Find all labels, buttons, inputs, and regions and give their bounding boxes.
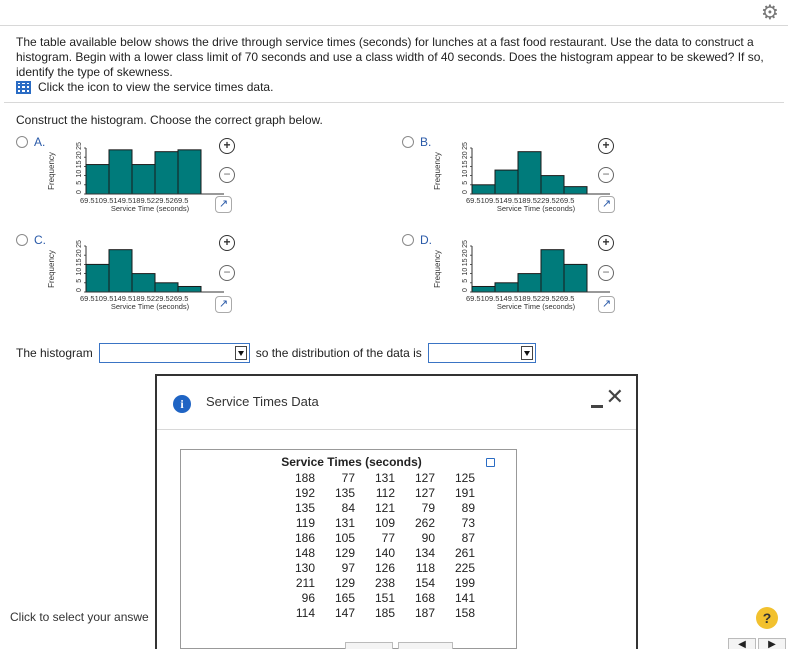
table-cell: 127	[414, 486, 435, 500]
zoom-in-icon[interactable]: +	[219, 138, 235, 154]
skewness-dropdown[interactable]	[428, 343, 536, 363]
y-tick-label: 15	[462, 160, 469, 169]
table-cell: 262	[414, 516, 435, 530]
table-cell: 97	[341, 561, 355, 575]
table-cell: 77	[341, 471, 355, 485]
histogram-bar	[564, 187, 587, 194]
y-tick-label: 5	[76, 278, 83, 283]
copy-icon[interactable]	[486, 458, 495, 467]
y-tick-label: 5	[76, 180, 83, 185]
option-b[interactable]	[402, 136, 782, 236]
print-button[interactable]	[345, 642, 393, 649]
table-row	[281, 546, 481, 561]
histogram-chart	[48, 142, 238, 232]
table-row	[281, 561, 481, 576]
option-label: B.	[420, 135, 432, 149]
histogram-svg	[48, 142, 238, 232]
y-tick-label: 15	[76, 160, 83, 169]
y-tick-label: 25	[76, 240, 83, 248]
table-cell: 191	[454, 486, 475, 500]
y-axis-label: Frequency	[47, 152, 56, 190]
table-row	[281, 531, 481, 546]
histogram-bar	[86, 165, 109, 194]
x-tick-labels: 69.5109.5149.5189.5229.5269.5	[466, 196, 575, 205]
table-cell: 114	[295, 606, 315, 620]
y-tick-label: 0	[462, 288, 469, 292]
y-axis-label: Frequency	[433, 250, 442, 288]
y-tick-label: 20	[462, 151, 469, 160]
data-link-text[interactable]: Click the icon to view the service times data.	[38, 80, 274, 94]
x-axis-label: Service Time (seconds)	[496, 204, 576, 213]
y-tick-label: 10	[462, 169, 469, 178]
table-cell: 188	[294, 471, 315, 485]
table-cell: 147	[334, 606, 355, 620]
table-cell: 141	[454, 591, 475, 605]
zoom-in-icon[interactable]: +	[598, 138, 614, 154]
y-tick-label: 0	[76, 190, 83, 194]
y-tick-label: 25	[462, 142, 469, 150]
sentence-prefix: The histogram	[16, 346, 93, 360]
table-row	[281, 501, 481, 516]
y-tick-label: 20	[76, 249, 83, 258]
y-tick-label: 25	[76, 142, 83, 150]
top-bar	[0, 0, 788, 26]
table-cell: 187	[414, 606, 435, 620]
table-cell: 238	[374, 576, 395, 590]
footer-hint: Click to select your answe	[10, 610, 149, 624]
radio-button[interactable]	[16, 136, 28, 148]
modal-header	[157, 376, 636, 430]
answer-sentence	[16, 343, 536, 363]
table-row	[281, 471, 481, 486]
popout-icon[interactable]: ↗	[598, 296, 615, 313]
table-cell: 185	[374, 606, 395, 620]
table-cell: 87	[461, 531, 475, 545]
table-cell: 73	[461, 516, 475, 530]
chevron-down-icon[interactable]	[235, 346, 247, 360]
x-tick-labels: 69.5109.5149.5189.5229.5269.5	[80, 294, 189, 303]
table-cell: 168	[414, 591, 435, 605]
option-a[interactable]	[16, 136, 396, 236]
table-cell: 84	[341, 501, 355, 515]
histogram-svg	[48, 240, 238, 330]
histogram-bar	[178, 286, 201, 292]
table-cell: 131	[334, 516, 355, 530]
data-table-title: Service Times (seconds)	[281, 455, 422, 469]
table-cell: 151	[374, 591, 395, 605]
option-label: C.	[34, 233, 46, 247]
histogram-bar	[132, 274, 155, 292]
table-cell: 77	[381, 531, 395, 545]
y-tick-label: 0	[76, 288, 83, 292]
table-row	[281, 486, 481, 501]
sentence-middle: so the distribution of the data is	[255, 346, 422, 360]
histogram-bar	[155, 152, 178, 194]
table-cell: 119	[295, 516, 315, 530]
option-label: D.	[420, 233, 432, 247]
table-cell: 135	[294, 501, 315, 515]
y-tick-label: 10	[76, 267, 83, 276]
y-tick-label: 10	[462, 267, 469, 276]
table-cell: 135	[334, 486, 355, 500]
help-icon[interactable]: ?	[756, 607, 778, 629]
histogram-bar	[155, 283, 178, 292]
table-cell: 129	[334, 546, 355, 560]
table-cell: 165	[334, 591, 355, 605]
zoom-out-icon[interactable]: −	[598, 265, 614, 281]
table-cell: 118	[415, 561, 435, 575]
chevron-down-icon[interactable]	[521, 346, 533, 360]
service-times-modal	[155, 374, 638, 649]
x-axis-label: Service Time (seconds)	[110, 302, 190, 311]
table-cell: 121	[374, 501, 395, 515]
table-cell: 134	[414, 546, 435, 560]
x-axis-label: Service Time (seconds)	[110, 204, 190, 213]
popout-icon[interactable]: ↗	[215, 196, 232, 213]
table-cell: 186	[294, 531, 315, 545]
table-row	[281, 591, 481, 606]
table-cell: 131	[374, 471, 395, 485]
histogram-bar	[541, 250, 564, 292]
y-tick-label: 15	[462, 258, 469, 267]
y-tick-label: 5	[462, 278, 469, 283]
table-cell: 126	[374, 561, 395, 575]
table-cell: 140	[374, 546, 395, 560]
y-tick-label: 10	[76, 169, 83, 178]
zoom-out-icon[interactable]: −	[598, 167, 614, 183]
zoom-in-icon[interactable]: +	[598, 235, 614, 251]
minimize-button[interactable]	[591, 394, 603, 408]
data-table-box	[180, 449, 517, 649]
x-tick-labels: 69.5109.5149.5189.5229.5269.5	[80, 196, 189, 205]
table-cell: 89	[461, 501, 475, 515]
y-tick-label: 0	[462, 190, 469, 194]
histogram-chart	[434, 142, 624, 232]
gear-icon[interactable]: ⚙	[761, 2, 779, 24]
table-cell: 112	[375, 486, 395, 500]
histogram-bar	[109, 250, 132, 292]
histogram-bar	[518, 274, 541, 292]
y-axis-label: Frequency	[47, 250, 56, 288]
table-cell: 199	[454, 576, 475, 590]
table-cell: 225	[454, 561, 475, 575]
info-icon: i	[173, 395, 191, 413]
close-button[interactable]: ✕	[605, 384, 624, 409]
question-text: The table available below shows the drive through service times (seconds) for lunches at a fast food restaurant. Use the data to construct a histogram. Begin with a lower class limit of 70 seconds and use a class width of 40 seconds. Does the histogram appear to be skewed? If so, identify the type of skewness.	[16, 35, 764, 79]
histogram-chart	[434, 240, 624, 330]
histogram-shape-dropdown[interactable]	[99, 343, 250, 363]
table-row	[281, 576, 481, 591]
histogram-bar	[132, 165, 155, 194]
zoom-out-icon[interactable]: −	[219, 265, 235, 281]
histogram-bar	[86, 264, 109, 292]
table-cell: 109	[374, 516, 395, 530]
next-arrow-icon[interactable]: ▶	[758, 638, 786, 649]
y-tick-label: 20	[462, 249, 469, 258]
y-tick-label: 5	[462, 180, 469, 185]
radio-button[interactable]	[402, 234, 414, 246]
table-cell: 192	[294, 486, 315, 500]
histogram-svg	[434, 240, 624, 330]
data-table	[281, 471, 481, 621]
table-cell: 105	[334, 531, 355, 545]
histogram-bar	[495, 283, 518, 292]
histogram-bar	[541, 176, 564, 194]
y-axis-label: Frequency	[433, 152, 442, 190]
histogram-bar	[518, 152, 541, 194]
y-tick-label: 25	[462, 240, 469, 248]
histogram-bar	[472, 286, 495, 292]
histogram-bar	[472, 185, 495, 194]
histogram-bar	[495, 170, 518, 194]
table-cell: 154	[414, 576, 435, 590]
table-cell: 130	[294, 561, 315, 575]
x-axis-label: Service Time (seconds)	[496, 302, 576, 311]
histogram-bar	[564, 264, 587, 292]
table-row	[281, 606, 481, 621]
table-cell: 129	[334, 576, 355, 590]
zoom-out-icon[interactable]: −	[219, 167, 235, 183]
table-cell: 127	[414, 471, 435, 485]
prev-arrow-icon[interactable]: ◀	[728, 638, 756, 649]
histogram-chart	[48, 240, 238, 330]
done-button[interactable]	[398, 642, 453, 649]
divider	[4, 102, 784, 103]
table-cell: 158	[454, 606, 475, 620]
popout-icon[interactable]: ↗	[215, 296, 232, 313]
table-cell: 148	[294, 546, 315, 560]
radio-button[interactable]	[402, 136, 414, 148]
table-cell: 90	[421, 531, 435, 545]
table-icon[interactable]	[16, 81, 31, 94]
option-c[interactable]	[16, 234, 396, 334]
data-link[interactable]	[16, 80, 273, 94]
option-d[interactable]	[402, 234, 782, 334]
histogram-bar	[109, 150, 132, 194]
y-tick-label: 20	[76, 151, 83, 160]
table-row	[281, 516, 481, 531]
zoom-in-icon[interactable]: +	[219, 235, 235, 251]
histogram-svg	[434, 142, 624, 232]
table-cell: 96	[301, 591, 315, 605]
y-tick-label: 15	[76, 258, 83, 267]
radio-button[interactable]	[16, 234, 28, 246]
instruction-text: Construct the histogram. Choose the correct graph below.	[16, 113, 323, 127]
popout-icon[interactable]: ↗	[598, 196, 615, 213]
table-cell: 261	[454, 546, 475, 560]
histogram-bar	[178, 150, 201, 194]
x-tick-labels: 69.5109.5149.5189.5229.5269.5	[466, 294, 575, 303]
table-cell: 125	[454, 471, 475, 485]
table-cell: 79	[421, 501, 435, 515]
option-label: A.	[34, 135, 46, 149]
table-cell: 211	[295, 576, 315, 590]
modal-title: Service Times Data	[206, 394, 319, 409]
